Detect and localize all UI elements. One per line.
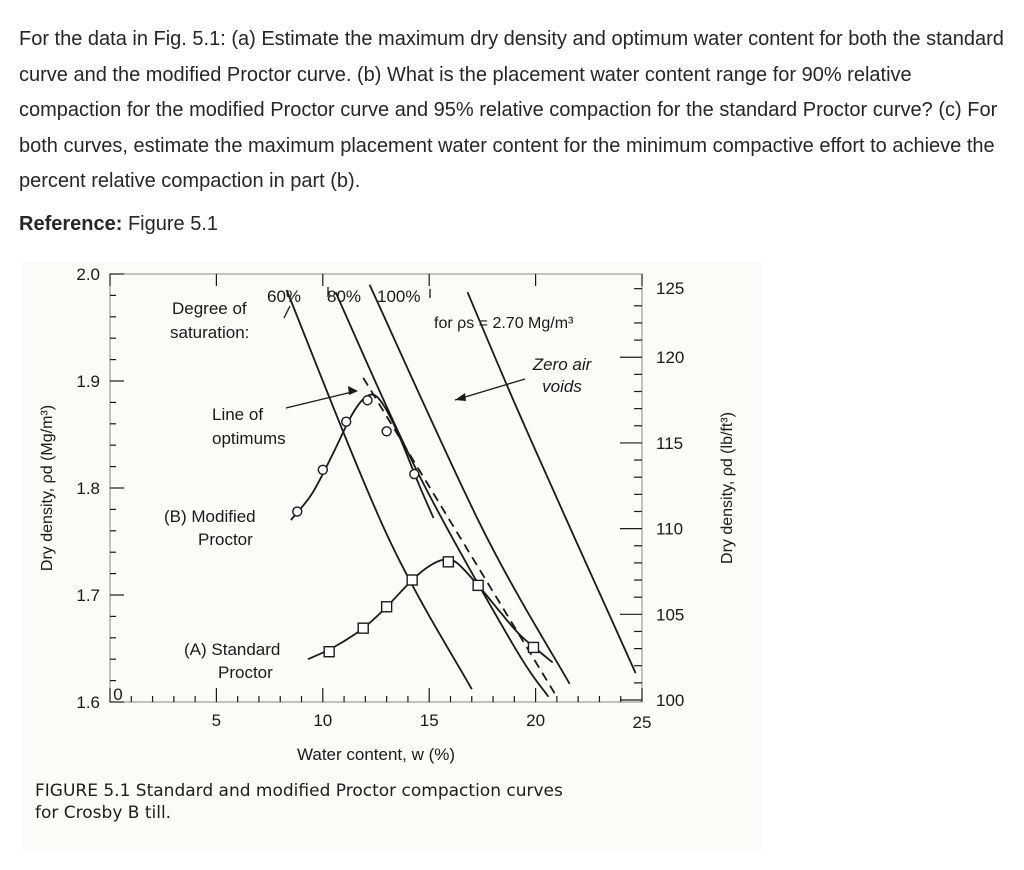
- saturation-line-100: [370, 285, 570, 684]
- y-tick-label-left: 2.0: [76, 265, 100, 284]
- line-of-optimums-label: optimums: [212, 429, 286, 448]
- modified-proctor-point: [363, 396, 372, 405]
- caption-line-1: FIGURE 5.1 Standard and modified Proctor compaction curves: [35, 781, 563, 801]
- standard-proctor-point: [407, 575, 417, 585]
- y-tick-label-left: 1.8: [76, 479, 100, 498]
- line-of-optimums-label: Line of: [212, 405, 264, 424]
- y-tick-label-right: 115: [656, 433, 684, 453]
- caption-line-2: for Crosby B till.: [35, 803, 172, 823]
- zero-air-voids-label: Zero air: [532, 355, 592, 374]
- standard-proctor-label: (A) Standard: [184, 640, 281, 659]
- y-axis-title-left: Dry density, ρd (Mg/m³): [39, 404, 56, 572]
- saturation-80-label: 80%: [327, 287, 362, 306]
- x-tick-label: 0: [113, 685, 123, 704]
- standard-proctor-point: [324, 647, 334, 657]
- y-tick-label-right: 100: [656, 691, 685, 711]
- modified-proctor-point: [342, 417, 351, 426]
- x-tick-label: 5: [211, 711, 222, 730]
- figure-panel: [22, 262, 762, 852]
- y-tick-label-right: 125: [656, 279, 685, 298]
- modified-proctor-point: [293, 507, 302, 516]
- x-tick-label: 25: [632, 713, 652, 732]
- reference-value: Figure 5.1: [122, 213, 218, 235]
- zero-air-voids-arrow: [455, 379, 525, 400]
- reference-label: Reference:: [19, 213, 123, 235]
- x-tick-label: 20: [526, 711, 546, 730]
- y-tick-label-left: 1.9: [76, 372, 100, 391]
- line-of-optimums-arrowhead: [348, 386, 358, 395]
- particle-density-label: for ρs = 2.70 Mg/m³: [434, 315, 574, 332]
- standard-proctor-label: Proctor: [218, 663, 273, 682]
- y-axis-title-right: Dry density, ρd (lb/ft³): [719, 412, 736, 564]
- modified-proctor-point: [410, 470, 419, 479]
- saturation-60-leader: [284, 306, 290, 318]
- standard-proctor-point: [382, 602, 392, 612]
- y-tick-label-right: 110: [656, 519, 684, 539]
- standard-proctor-point: [358, 623, 368, 633]
- compaction-chart: [22, 262, 762, 852]
- saturation-line-80: [336, 292, 549, 697]
- saturation-100-label: 100%: [377, 287, 421, 306]
- standard-proctor-point: [443, 557, 453, 567]
- y-tick-label-left: 1.7: [76, 586, 100, 605]
- standard-proctor-point: [528, 642, 538, 652]
- line-of-optimums: [363, 378, 555, 694]
- y-tick-label-right: 105: [656, 605, 685, 625]
- modified-proctor-label: Proctor: [198, 530, 253, 549]
- y-tick-label-left: 1.6: [76, 693, 100, 712]
- degree-of-saturation-label: Degree of: [172, 299, 247, 318]
- zero-air-voids-line: [468, 292, 636, 673]
- reference: [19, 213, 218, 236]
- x-axis-title: Water content, w (%): [296, 745, 456, 764]
- y-tick-label-right: 120: [656, 348, 685, 368]
- zero-air-voids-label: voids: [542, 377, 582, 396]
- modified-proctor-point: [318, 465, 327, 474]
- standard-proctor-point: [473, 580, 483, 590]
- x-tick-label: 15: [419, 711, 439, 730]
- zero-air-voids-arrowhead: [455, 393, 466, 401]
- line-of-optimums-arrow: [286, 392, 352, 408]
- modified-proctor-label: (B) Modified: [164, 507, 256, 526]
- x-tick-label: 10: [313, 711, 333, 730]
- question-text: For the data in Fig. 5.1: (a) Estimate the maximum dry density and optimum water content for both the standard curve and the modified Proctor curve. (b) What is the placement water content range for 90% relative compaction for the modified Proctor curve and 95% relative compaction for the standard Proctor curve? (c) For both curves, estimate the maximum placement water content for the minimum compactive effort to achieve the percent relative compaction in part (b).: [19, 28, 1004, 192]
- saturation-60-label: 60%: [267, 287, 302, 306]
- figure-caption: [35, 780, 563, 824]
- standard-proctor-curve: [308, 559, 553, 662]
- modified-proctor-point: [382, 427, 391, 436]
- degree-of-saturation-label: saturation:: [170, 323, 250, 342]
